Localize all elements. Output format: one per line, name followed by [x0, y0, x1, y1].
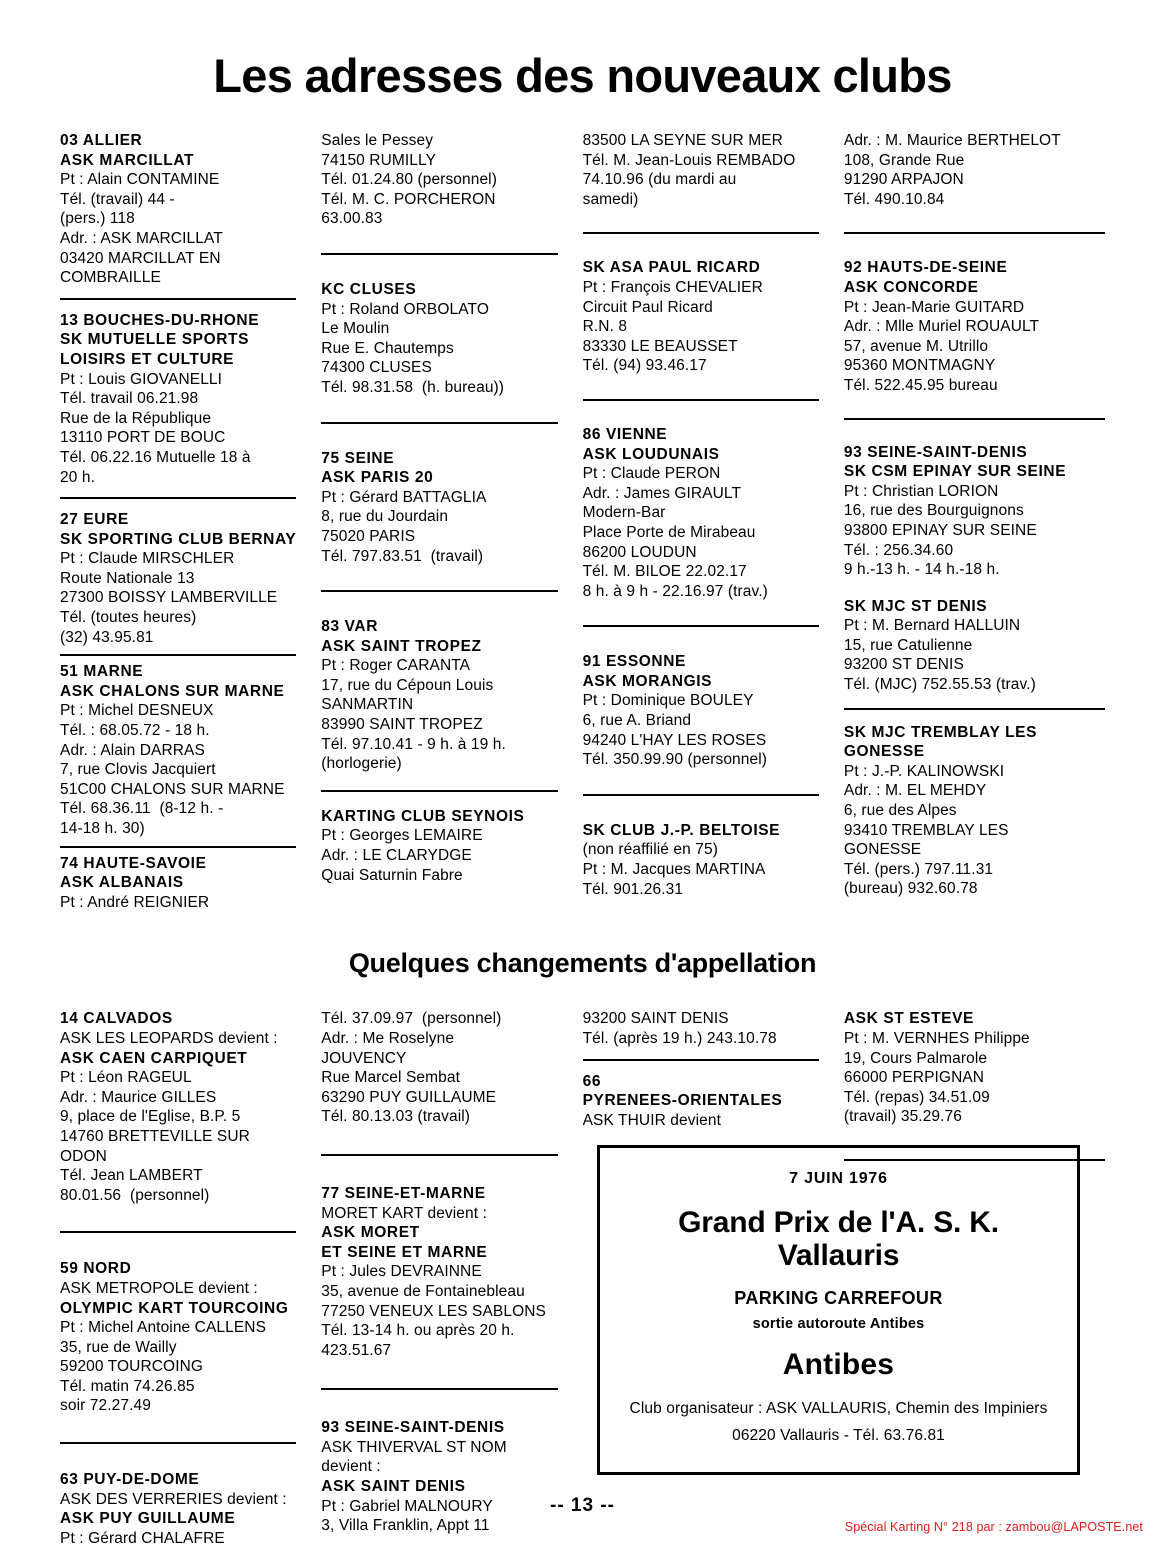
club-detail: 83990 SAINT TROPEZ: [321, 716, 483, 734]
club-name: SK MJC ST DENIS: [843, 597, 988, 615]
club-detail: 93410 TREMBLAY LES: [843, 821, 1009, 839]
club-detail: (travail) 35.29.76: [843, 1108, 963, 1126]
club-detail: 9, place de l'Eglise, B.P. 5: [60, 1108, 241, 1126]
new-club-name: ASK ST ESTEVE: [843, 1010, 974, 1028]
club-detail: 63.00.83: [321, 210, 383, 228]
credit-line: Spécial Karting N° 218 par : zambou@LAPOSTE.net: [844, 1520, 1143, 1534]
divider: [321, 1388, 557, 1390]
old-club-name: ASK THUIR devient: [582, 1111, 721, 1129]
club-detail: Tél. 98.31.58 (h. bureau)): [321, 378, 505, 396]
club-detail: Tél. 97.10.41 - 9 h. à 19 h.: [321, 735, 506, 753]
club-detail: 66000 PERPIGNAN: [843, 1069, 985, 1087]
department-heading: 75 SEINE: [321, 449, 395, 467]
club-detail: 6, rue A. Briand: [582, 712, 692, 730]
club-entry: [321, 280, 557, 398]
club-name: ASK ALBANAIS: [60, 874, 184, 892]
club-detail: COMBRAILLE: [60, 269, 161, 287]
club-detail: 59200 TOURCOING: [60, 1358, 204, 1376]
spacer: [844, 580, 1105, 597]
club-entry: [583, 258, 819, 376]
club-detail: Pt : Claude PERON: [582, 465, 721, 483]
club-entry-continued: [321, 131, 557, 229]
column-2: [321, 131, 582, 885]
ad-date: 7 JUIN 1976: [789, 1170, 888, 1187]
ad-city: Antibes: [782, 1348, 895, 1381]
new-club-name: ASK SAINT DENIS: [321, 1478, 466, 1496]
club-entry: [583, 821, 819, 899]
name-change-entry: [60, 1009, 296, 1205]
ad-title-line1: Grand Prix de l'A. S. K.: [678, 1206, 999, 1239]
divider: [60, 298, 296, 300]
club-detail: 27300 BOISSY LAMBERVILLE: [60, 589, 278, 607]
club-entry: [321, 617, 557, 774]
club-detail: Adr. : Mlle Muriel ROUAULT: [843, 318, 1040, 336]
club-detail: Tél. M. BILOE 22.02.17: [582, 563, 747, 581]
club-detail: Tél. (repas) 34.51.09: [843, 1088, 990, 1106]
club-name: SK CLUB J.-P. BELTOISE: [582, 821, 781, 839]
department-heading: 27 EURE: [60, 511, 129, 529]
club-detail: 14760 BRETTEVILLE SUR: [60, 1127, 250, 1145]
club-entry: [321, 449, 557, 567]
club-name: ASK CHALONS SUR MARNE: [60, 682, 285, 700]
name-change-entry-continued: [583, 1009, 819, 1048]
club-detail: Pt : M. VERNHES Philippe: [843, 1029, 1030, 1047]
club-detail: Tél. (travail) 44 -: [60, 190, 175, 208]
ad-title-line2: Vallauris: [777, 1239, 900, 1272]
name-change-entry-continued: [844, 1009, 1105, 1127]
club-entry: [321, 807, 557, 885]
ad-address: 06220 Vallauris - Tél. 63.76.81: [732, 1427, 945, 1444]
divider: [321, 790, 557, 792]
club-detail: Tél. 901.26.31: [582, 880, 684, 898]
department-heading: 51 MARNE: [60, 663, 144, 681]
club-detail: Adr. : James GIRAULT: [582, 484, 742, 502]
department-heading: 93 SEINE-SAINT-DENIS: [321, 1419, 505, 1437]
club-detail: Pt : Léon RAGEUL: [60, 1069, 192, 1087]
club-entry: [60, 854, 296, 913]
club-name: KARTING CLUB SEYNOIS: [321, 807, 525, 825]
divider: [321, 422, 557, 424]
new-club-name: OLYMPIC KART TOURCOING: [60, 1299, 289, 1317]
club-detail: Pt : M. Bernard HALLUIN: [843, 617, 1021, 635]
club-entry-continued: [583, 131, 819, 209]
club-detail: 14-18 h. 30): [60, 820, 145, 837]
old-club-name: ASK LES LEOPARDS devient :: [60, 1029, 278, 1047]
club-detail: Tél. (après 19 h.) 243.10.78: [582, 1029, 777, 1047]
club-detail: Adr. : M. Maurice BERTHELOT: [843, 132, 1061, 149]
page-title: Les adresses des nouveaux clubs: [213, 49, 952, 102]
club-detail: 75020 PARIS: [321, 527, 416, 545]
club-detail: 108, Grande Rue: [843, 151, 965, 169]
club-detail: Tél. M. Jean-Louis REMBADO: [582, 151, 796, 169]
club-detail: soir 72.27.49: [60, 1397, 151, 1415]
club-detail: Tél. 01.24.80 (personnel): [321, 171, 497, 189]
old-club-name: MORET KART devient :: [321, 1204, 487, 1222]
club-detail: 93200 ST DENIS: [843, 656, 964, 674]
club-detail: Tél. 522.45.95 bureau: [843, 376, 998, 394]
club-name: ASK MORANGIS: [582, 672, 713, 690]
department-heading: 83 VAR: [321, 618, 379, 636]
club-detail: 8 h. à 9 h - 22.16.97 (trav.): [582, 582, 768, 600]
club-detail: Sales le Pessey: [321, 132, 434, 149]
club-detail: Pt : Roland ORBOLATO: [321, 300, 489, 318]
club-detail: Adr. : LE CLARYDGE: [321, 847, 472, 865]
club-detail: Pt : Gérard BATTAGLIA: [321, 488, 487, 506]
club-detail: Tél. 13-14 h. ou après 20 h.: [321, 1322, 515, 1340]
club-detail: (pers.) 118: [60, 210, 135, 228]
new-club-name: ASK MORET: [321, 1224, 420, 1242]
club-detail: GONESSE: [843, 841, 922, 859]
divider: [321, 590, 557, 592]
club-detail: 91290 ARPAJON: [843, 171, 964, 189]
club-entry: [844, 723, 1105, 899]
club-detail: 423.51.67: [321, 1341, 392, 1359]
club-detail: 93200 SAINT DENIS: [582, 1010, 729, 1028]
club-detail: Circuit Paul Ricard: [582, 298, 713, 316]
club-entry: [844, 258, 1105, 395]
club-detail: Pt : Roger CARANTA: [321, 657, 471, 675]
club-detail: Pt : Georges LEMAIRE: [321, 827, 483, 845]
club-detail: Pt : François CHEVALIER: [582, 278, 763, 296]
divider: [583, 232, 819, 234]
club-entry: [583, 425, 819, 601]
club-detail: 93800 EPINAY SUR SEINE: [843, 521, 1037, 539]
club-name-cont: LOISIRS ET CULTURE: [60, 350, 235, 368]
club-detail: 51C00 CHALONS SUR MARNE: [60, 780, 285, 798]
club-detail: Modern-Bar: [582, 504, 666, 522]
club-detail: Pt : Louis GIOVANELLI: [60, 370, 223, 388]
club-detail: Rue E. Chautemps: [321, 339, 454, 357]
club-detail: Pt : Jean-Marie GUITARD: [843, 298, 1025, 316]
divider: [60, 497, 296, 499]
club-detail: 3, Villa Franklin, Appt 11: [321, 1517, 490, 1535]
club-name: ASK PARIS 20: [321, 469, 434, 487]
club-detail: R.N. 8: [582, 318, 628, 336]
club-detail: 15, rue Catulienne: [843, 636, 973, 654]
club-detail: (non réaffilié en 75): [582, 841, 718, 859]
old-club-name: ASK DES VERRERIES devient :: [60, 1490, 287, 1508]
club-detail: 74150 RUMILLY: [321, 151, 437, 169]
ad-sortie: sortie autoroute Antibes: [752, 1316, 925, 1332]
club-detail: Pt : Michel DESNEUX: [60, 702, 214, 720]
club-detail: 16, rue des Bourguignons: [843, 502, 1024, 520]
club-detail: 94240 L'HAY LES ROSES: [582, 731, 767, 749]
divider: [60, 654, 296, 656]
club-entry: [60, 510, 296, 647]
department-heading: 92 HAUTS-DE-SEINE: [843, 259, 1008, 277]
club-detail: Tél. Jean LAMBERT: [60, 1167, 203, 1185]
divider: [844, 232, 1105, 234]
club-detail: 63290 PUY GUILLAUME: [321, 1088, 497, 1106]
club-detail: Tél. 37.09.97 (personnel): [321, 1010, 502, 1028]
divider: [583, 1059, 819, 1061]
club-detail: Adr. : Alain DARRAS: [60, 741, 205, 759]
new-clubs-section: [0, 131, 1165, 912]
club-entry: [583, 652, 819, 770]
club-entry: [60, 311, 296, 487]
divider: [321, 1154, 557, 1156]
club-detail: Tél. 490.10.84: [843, 190, 945, 208]
club-detail: Pt : André REIGNIER: [60, 893, 210, 911]
old-club-name: ASK METROPOLE devient :: [60, 1279, 258, 1297]
divider: [60, 846, 296, 848]
column-2: [321, 1009, 582, 1535]
club-entry: [844, 597, 1105, 695]
advertisement-box: [597, 1145, 1080, 1475]
club-name: SK ASA PAUL RICARD: [582, 259, 761, 277]
club-entry: [844, 443, 1105, 580]
club-detail: 9 h.-13 h. - 14 h.-18 h.: [843, 561, 1000, 579]
club-detail: 13110 PORT DE BOUC: [60, 429, 226, 447]
club-detail: 7, rue Clovis Jacquiert: [60, 761, 216, 779]
club-detail: Tél. M. C. PORCHERON: [321, 190, 496, 208]
club-detail: Pt : Gérard CHALAFRE: [60, 1529, 225, 1547]
club-name: SK SPORTING CLUB BERNAY: [60, 530, 297, 548]
club-detail: Le Moulin: [321, 320, 390, 338]
department-heading: 13 BOUCHES-DU-RHONE: [60, 311, 260, 329]
club-name: ASK MARCILLAT: [60, 151, 195, 169]
department-heading: 63 PUY-DE-DOME: [60, 1471, 200, 1489]
department-heading: 03 ALLIER: [60, 132, 143, 149]
club-detail: Rue de la République: [60, 409, 212, 427]
divider: [583, 794, 819, 796]
club-detail: 80.01.56 (personnel): [60, 1186, 210, 1204]
club-detail: 20 h.: [60, 468, 95, 486]
name-change-entry: [60, 1259, 296, 1416]
department-heading: 59 NORD: [60, 1260, 132, 1278]
club-detail: Tél. (pers.) 797.11.31: [843, 860, 994, 878]
column-4: [844, 131, 1105, 899]
column-1: [60, 131, 321, 912]
club-detail: 35, avenue de Fontainebleau: [321, 1282, 525, 1300]
club-detail: 57, avenue M. Utrillo: [843, 337, 989, 355]
divider: [844, 418, 1105, 420]
club-entry-continued: [844, 131, 1105, 209]
club-detail: 35, rue de Wailly: [60, 1338, 177, 1356]
club-name: ASK SAINT TROPEZ: [321, 637, 482, 655]
club-detail: Tél. 68.36.11 (8-12 h. -: [60, 800, 224, 818]
club-detail: Pt : J.-P. KALINOWSKI: [843, 762, 1005, 780]
department-heading: 77 SEINE-ET-MARNE: [321, 1184, 486, 1202]
club-detail: Tél. 06.22.16 Mutuelle 18 à: [60, 448, 251, 466]
club-detail: Tél. (MJC) 752.55.53 (trav.): [843, 676, 1036, 694]
column-1: [60, 1009, 321, 1548]
new-club-name-cont: ET SEINE ET MARNE: [321, 1243, 488, 1261]
divider: [60, 1231, 296, 1233]
club-detail: Tél. 80.13.03 (travail): [321, 1108, 471, 1126]
club-detail: 03420 MARCILLAT EN: [60, 249, 221, 267]
divider: [844, 708, 1105, 710]
club-detail: Pt : Michel Antoine CALLENS: [60, 1319, 267, 1337]
club-detail: Tél. (toutes heures): [60, 609, 197, 627]
divider: [583, 399, 819, 401]
club-name: SK MUTUELLE SPORTS: [60, 331, 250, 349]
club-detail: (32) 43.95.81: [60, 628, 154, 646]
divider: [321, 253, 557, 255]
club-detail: Adr. : ASK MARCILLAT: [60, 229, 223, 247]
club-detail: Adr. : M. EL MEHDY: [843, 782, 987, 800]
club-detail: Tél. (94) 93.46.17: [582, 357, 707, 375]
old-club-name: ASK THIVERVAL ST NOM: [321, 1438, 507, 1456]
document-page: [0, 49, 1165, 1552]
club-detail: Pt : Claude MIRSCHLER: [60, 550, 235, 568]
club-detail: samedi): [582, 190, 639, 208]
club-detail: Tél. matin 74.26.85: [60, 1377, 195, 1395]
club-detail: 8, rue du Jourdain: [321, 508, 449, 526]
club-detail: Adr. : Me Roselyne: [321, 1029, 455, 1047]
club-detail: (bureau) 932.60.78: [843, 880, 978, 898]
name-change-entry: [583, 1072, 819, 1131]
club-detail: JOUVENCY: [321, 1049, 407, 1067]
department-heading: 66: [582, 1072, 602, 1090]
department-heading: 91 ESSONNE: [582, 653, 686, 671]
new-club-name: ASK PUY GUILLAUME: [60, 1510, 236, 1528]
club-detail: Pt : Christian LORION: [843, 482, 999, 500]
club-detail: 83500 LA SEYNE SUR MER: [582, 132, 783, 149]
department-heading: 93 SEINE-SAINT-DENIS: [843, 443, 1028, 461]
club-detail: 86200 LOUDUN: [582, 543, 697, 561]
department-heading: 14 CALVADOS: [60, 1010, 173, 1028]
name-change-entry: [321, 1418, 557, 1536]
club-detail: 19, Cours Palmarole: [843, 1049, 988, 1067]
club-detail: Pt : M. Jacques MARTINA: [582, 861, 766, 879]
ad-parking: PARKING CARREFOUR: [734, 1288, 943, 1308]
club-detail: Pt : Gabriel MALNOURY: [321, 1497, 493, 1515]
club-detail: Tél. : 256.34.60: [843, 541, 954, 559]
club-name: SK MJC TREMBLAY LES: [843, 723, 1038, 741]
club-detail: (horlogerie): [321, 755, 402, 773]
club-name-cont: GONESSE: [843, 743, 925, 761]
club-name: KC CLUSES: [321, 280, 417, 298]
club-detail: Tél. 797.83.51 (travail): [321, 547, 484, 565]
club-entry: [60, 131, 296, 288]
club-name: ASK CONCORDE: [843, 278, 979, 296]
club-detail: Pt : Alain CONTAMINE: [60, 171, 220, 189]
old-club-name-cont: devient :: [321, 1458, 381, 1476]
club-detail: Tél. travail 06.21.98: [60, 390, 199, 408]
club-detail: 17, rue du Cépoun Louis: [321, 676, 494, 694]
club-detail: 74300 CLUSES: [321, 359, 432, 377]
club-detail: Place Porte de Mirabeau: [582, 523, 756, 541]
club-detail: 6, rue des Alpes: [843, 802, 957, 820]
divider: [583, 625, 819, 627]
page-number: -- 13 --: [550, 1495, 615, 1516]
club-detail: SANMARTIN: [321, 696, 414, 714]
club-name: SK CSM EPINAY SUR SEINE: [843, 463, 1067, 481]
club-detail: ODON: [60, 1147, 107, 1165]
club-detail: Pt : Dominique BOULEY: [582, 692, 754, 710]
club-detail: Rue Marcel Sembat: [321, 1069, 460, 1087]
department-heading: 86 VIENNE: [582, 425, 668, 443]
club-detail: Tél. 350.99.90 (personnel): [582, 751, 768, 769]
name-change-entry: [321, 1184, 557, 1360]
club-name: ASK LOUDUNAIS: [582, 445, 720, 463]
club-detail: Quai Saturnin Fabre: [321, 866, 463, 884]
club-entry: [60, 662, 296, 838]
column-3: [583, 131, 844, 899]
club-detail: Route Nationale 13: [60, 569, 195, 587]
column-3: [583, 1009, 844, 1130]
club-detail: Pt : Jules DEVRAINNE: [321, 1263, 482, 1281]
ad-organizer: Club organisateur : ASK VALLAURIS, Chemin des Impiniers: [629, 1400, 1048, 1417]
club-detail: Adr. : Maurice GILLES: [60, 1088, 217, 1106]
club-detail: Tél. : 68.05.72 - 18 h.: [60, 722, 210, 740]
department-heading: 74 HAUTE-SAVOIE: [60, 854, 207, 872]
section-heading-name-changes: Quelques changements d'appellation: [348, 948, 817, 979]
new-club-name: ASK CAEN CARPIQUET: [60, 1049, 248, 1067]
club-detail: 77250 VENEUX LES SABLONS: [321, 1302, 546, 1320]
name-change-entry-continued: [321, 1009, 557, 1127]
club-detail: 74.10.96 (du mardi au: [582, 171, 737, 189]
column-4: [844, 1009, 1105, 1161]
club-detail: 83330 LE BEAUSSET: [582, 337, 738, 355]
department-heading-cont: PYRENEES-ORIENTALES: [582, 1092, 783, 1110]
club-detail: 95360 MONTMAGNY: [843, 357, 996, 375]
divider: [60, 1442, 296, 1444]
